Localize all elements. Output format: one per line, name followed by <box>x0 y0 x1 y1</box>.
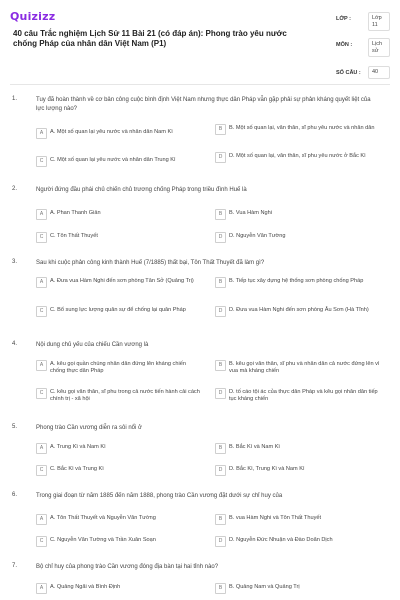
option-text: D. Bắc Kì, Trung Kì và Nam Kì <box>229 466 305 472</box>
meta-class-row <box>336 12 392 32</box>
option-letter-box: B <box>215 443 226 454</box>
option-letter-box: D <box>215 306 226 317</box>
option-letter-box: B <box>215 514 226 525</box>
question-text: Bộ chỉ huy của phong trào Cần vương đóng địa bàn tại hai tỉnh nào? <box>36 564 219 570</box>
option-letter-box: A <box>36 514 47 525</box>
header-divider <box>10 84 390 85</box>
option-text: A. Quảng Ngãi và Bình Định <box>50 584 121 590</box>
option-text: C. Bổ sung lực lượng quân sự để chống lại quân Pháp <box>50 307 186 313</box>
option-text: B. kêu gọi văn thân, sĩ phu và nhân dân cả nước đứng lên vì vua mà kháng chiến <box>229 361 380 375</box>
option-letter-box: D <box>215 536 226 547</box>
meta-subject-label: MÔN : <box>336 42 353 48</box>
option-letter-box: C <box>36 465 47 476</box>
question-number: 2. <box>12 186 18 192</box>
option-text: A. kêu gọi quần chúng nhân dân đứng lên kháng chiến chống thực dân Pháp <box>50 361 186 375</box>
option-letter-box: B <box>215 209 226 220</box>
option-letter-box: A <box>36 209 47 220</box>
option-letter-box: C <box>36 306 47 317</box>
option-text: D. tố cáo tội ác của thực dân Pháp và kêu gọi nhân dân tiếp tục kháng chiến <box>229 389 378 403</box>
option-text: A. Một số quan lại yêu nước và nhân dân Nam Kì <box>50 129 173 135</box>
option-text: B. Tiếp tục xây dựng hệ thống sơn phòng chống Pháp <box>229 278 364 284</box>
question-4 <box>12 341 390 413</box>
question-text: Sau khi cuộc phản công kinh thành Huế (7/1885) thất bại, Tôn Thất Thuyết đã làm gì? <box>36 260 265 266</box>
meta-class-label: LỚP : <box>336 16 351 22</box>
meta-subject-value: Lịch sử <box>368 38 390 57</box>
question-text: Tuy đã hoàn thành về cơ bản công cuộc bình định Việt Nam nhưng thực dân Pháp vẫn gặp phải sự phản kháng quyết liệt của lực lượng nào? <box>36 97 371 112</box>
option-text: D. Nguyễn Đức Nhuận và Đào Doãn Dịch <box>229 537 333 543</box>
option-letter-box: C <box>36 232 47 243</box>
option-text: B. Một số quan lại, văn thân, sĩ phu yêu nước và nhân dân <box>229 125 375 131</box>
option-text: C. Một số quan lại yêu nước và nhân dân Trung Kì <box>50 157 176 163</box>
question-number: 7. <box>12 563 18 569</box>
option-text: A. Tôn Thất Thuyết và Nguyễn Văn Tường <box>50 515 156 521</box>
option-letter-box: D <box>215 152 226 163</box>
question-number: 3. <box>12 259 18 265</box>
question-7 <box>12 563 390 599</box>
question-2 <box>12 186 390 246</box>
option-letter-box: C <box>36 536 47 547</box>
meta-count-label: SỐ CÂU : <box>336 70 361 76</box>
option-text: C. Tôn Thất Thuyết <box>50 233 98 239</box>
option-letter-box: B <box>215 124 226 135</box>
option-text: B. vua Hàm Nghi và Tôn Thất Thuyết <box>229 515 322 521</box>
option-letter-box: B <box>215 360 226 371</box>
option-letter-box: A <box>36 277 47 288</box>
option-text: C. Bắc Kì và Trung Kì <box>50 466 104 472</box>
meta-count-row <box>336 66 392 86</box>
option-text: A. Đưa vua Hàm Nghi đến sơn phòng Tân Sở (Quảng Trị) <box>50 278 194 284</box>
option-letter-box: A <box>36 583 47 594</box>
option-letter-box: A <box>36 128 47 139</box>
option-letter-box: B <box>215 277 226 288</box>
option-text: A. Trung Kì và Nam Kì <box>50 444 106 450</box>
question-5 <box>12 424 390 480</box>
meta-count-value: 40 <box>368 66 390 79</box>
option-text: B. Vua Hàm Nghi <box>229 210 273 216</box>
question-number: 6. <box>12 492 18 498</box>
option-text: C. kêu gọi văn thân, sĩ phu trong cả nước tiến hành cải cách chính trị - xã hội <box>50 389 200 403</box>
option-text: A. Phan Thanh Giản <box>50 210 101 216</box>
question-text: Nội dung chủ yếu của chiếu Cần vương là <box>36 342 149 348</box>
option-text: D. Một số quan lại, văn thân, sĩ phu yêu nước ở Bắc Kì <box>229 153 366 159</box>
option-text: C. Nguyễn Văn Tường và Trần Xuân Soạn <box>50 537 156 543</box>
option-letter-box: C <box>36 388 47 399</box>
question-6 <box>12 492 390 550</box>
option-text: D. Đưa vua Hàm Nghi đến sơn phòng Âu Sơn (Hà Tĩnh) <box>229 307 369 313</box>
question-text: Phong trào Cần vương diễn ra sôi nổi ở <box>36 425 142 431</box>
question-number: 1. <box>12 96 18 102</box>
option-letter-box: D <box>215 232 226 243</box>
question-text: Người đứng đầu phái chủ chiến chủ trương chống Pháp trong triều đình Huế là <box>36 187 247 193</box>
question-number: 4. <box>12 341 18 347</box>
meta-class-value: Lớp 11 <box>368 12 390 31</box>
question-3 <box>12 259 390 329</box>
worksheet-title: 40 câu Trắc nghiệm Lịch Sử 11 Bài 21 (có đáp án): Phong trào yêu nước chống Pháp của nhân dân Việt Nam (P1) <box>13 29 287 48</box>
option-letter-box: A <box>36 360 47 371</box>
option-letter-box: B <box>215 583 226 594</box>
quizizz-logo: Quizizz <box>10 10 56 23</box>
worksheet-meta <box>336 12 392 76</box>
question-1 <box>12 96 390 166</box>
option-text: B. Bắc Kì và Nam Kì <box>229 444 280 450</box>
meta-subject-row <box>336 38 392 58</box>
option-text: B. Quảng Nam và Quảng Trị <box>229 584 300 590</box>
option-letter-box: C <box>36 156 47 167</box>
option-letter-box: A <box>36 443 47 454</box>
option-text: D. Nguyễn Văn Tường <box>229 233 286 239</box>
option-letter-box: D <box>215 388 226 399</box>
question-text: Trong giai đoạn từ năm 1885 đến năm 1888, phong trào Cần vương đặt dưới sự chỉ huy của <box>36 493 283 499</box>
question-number: 5. <box>12 424 18 430</box>
option-letter-box: D <box>215 465 226 476</box>
